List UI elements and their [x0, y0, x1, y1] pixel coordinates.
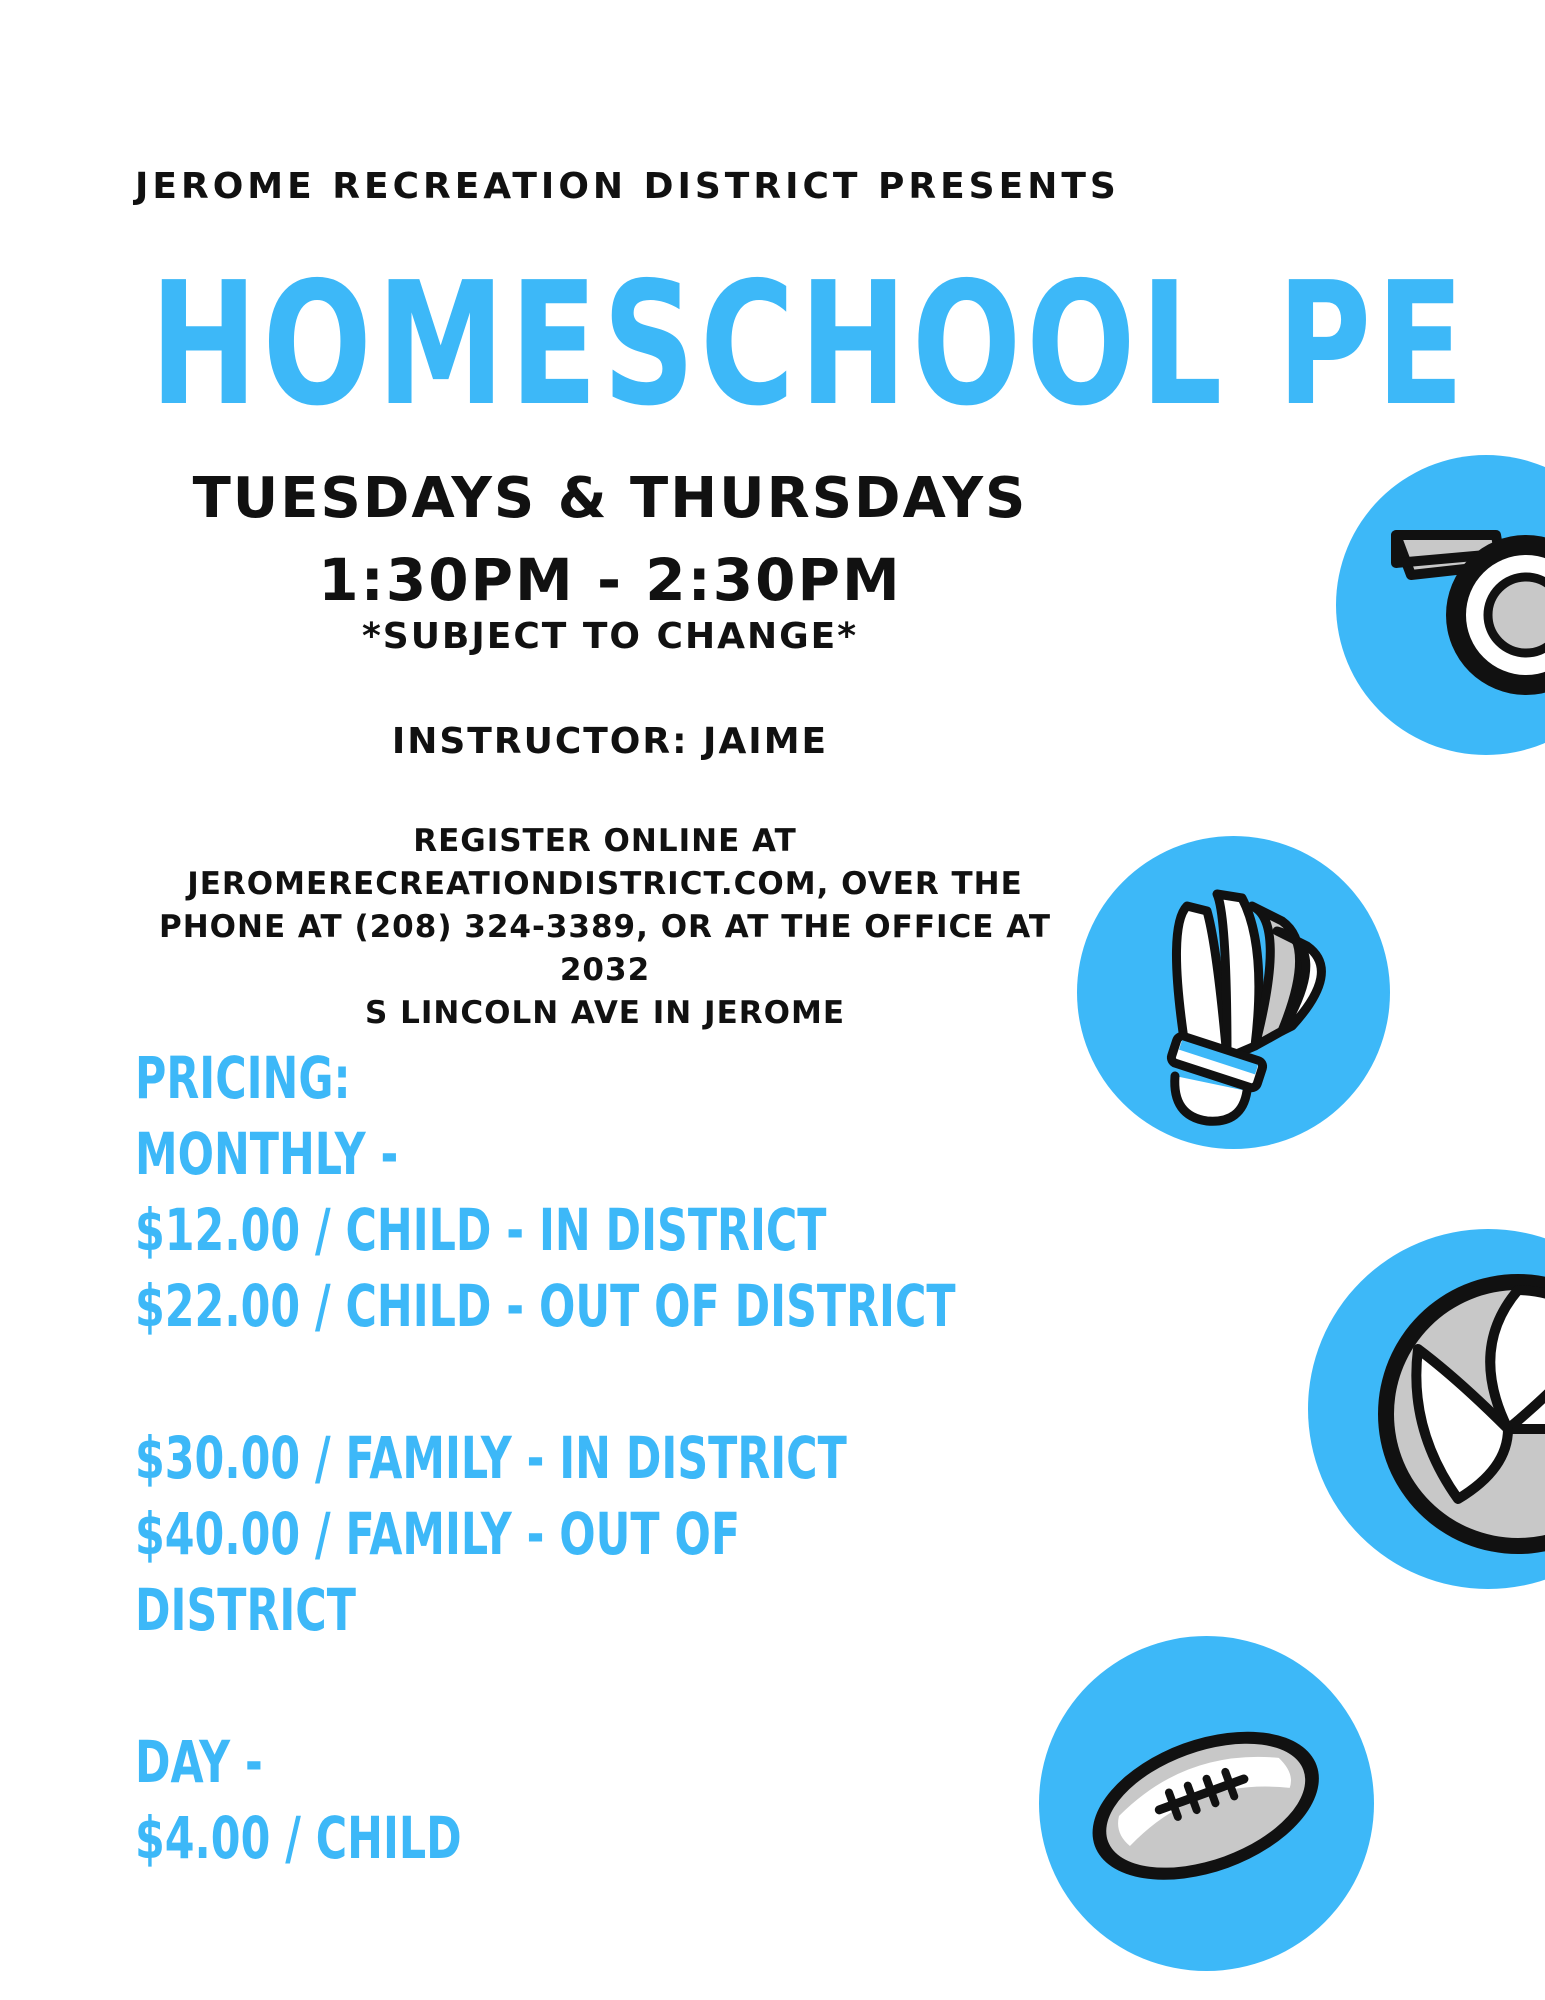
schedule-time: 1:30PM - 2:30PM [318, 546, 902, 614]
price-child-out-district: $22.00 / CHILD - OUT OF DISTRICT [135, 1272, 956, 1340]
shuttlecock-badge [1077, 836, 1390, 1149]
presenter-line: JEROME RECREATION DISTRICT PRESENTS [135, 166, 1120, 207]
pricing-heading: PRICING: [135, 1044, 351, 1112]
instructor-line: INSTRUCTOR: JAIME [391, 721, 829, 762]
shuttlecock-icon [1077, 836, 1390, 1149]
pricing-section [135, 1040, 956, 1876]
price-day-child: $4.00 / CHILD [135, 1804, 462, 1872]
spacer [135, 1648, 873, 1724]
register-line: S LINCOLN AVE IN JEROME [364, 995, 846, 1031]
register-line: PHONE AT (208) 324-3389, OR AT THE OFFICE AT 2032 [158, 909, 1051, 988]
football-badge [1039, 1636, 1374, 1971]
whistle-icon [1336, 455, 1545, 755]
day-label: DAY - [135, 1728, 263, 1796]
schedule-note: *SUBJECT TO CHANGE* [361, 616, 859, 657]
price-family-out-district: $40.00 / FAMILY - OUT OF [135, 1500, 741, 1568]
volleyball-badge [1308, 1229, 1545, 1589]
page-title: HOMESCHOOL PE [150, 246, 1470, 444]
registration-info [135, 820, 1075, 1035]
football-icon [1039, 1636, 1374, 1971]
register-line: REGISTER ONLINE AT [413, 823, 797, 859]
spacer [135, 1344, 873, 1420]
price-family-in-district: $30.00 / FAMILY - IN DISTRICT [135, 1424, 847, 1492]
register-line: JEROMERECREATIONDISTRICT.COM, OVER THE [187, 866, 1023, 902]
price-child-in-district: $12.00 / CHILD - IN DISTRICT [135, 1196, 827, 1264]
price-family-out-district-cont: DISTRICT [135, 1576, 356, 1644]
monthly-label: MONTHLY - [135, 1120, 399, 1188]
schedule-days: TUESDAYS & THURSDAYS [192, 466, 1028, 531]
whistle-badge [1336, 455, 1545, 755]
volleyball-icon [1308, 1229, 1545, 1589]
